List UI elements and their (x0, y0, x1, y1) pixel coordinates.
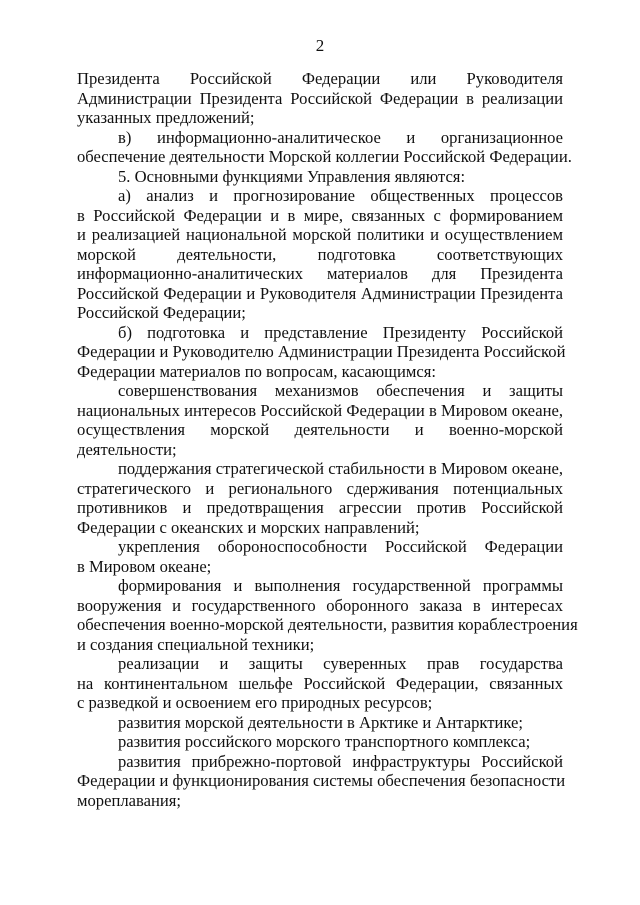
text-line: укрепления обороноспособности Российской Федерации (118, 537, 563, 556)
text-line: совершенствования механизмов обеспечения и защиты (118, 381, 563, 400)
text-line: Президента Российской Федерации или Руководителя (77, 69, 563, 88)
text-line: указанных предложений; (77, 108, 255, 127)
text-line: Российской Федерации и Руководителя Администрации Президента (77, 283, 563, 303)
text-line: формирования и выполнения государственной программы (118, 576, 563, 595)
text-line: Администрации Президента Российской Федерации в реализации (77, 88, 563, 108)
text-line: в Российской Федерации и в мире, связанных с формированием (77, 205, 563, 225)
text-line: Российской Федерации; (77, 303, 246, 322)
page-number: 2 (315, 36, 325, 55)
text-line: обеспечения военно-морской деятельности, развития кораблестроения (77, 615, 578, 634)
text-line: в) информационно-аналитическое и организационное (118, 127, 563, 147)
text-line: обеспечение деятельности Морской коллегии Российской Федерации. (77, 147, 572, 166)
text-line: морской деятельности, подготовка соответствующих (77, 244, 563, 264)
document-body (77, 69, 578, 810)
text-line: реализации и защиты суверенных прав государства (118, 654, 563, 673)
text-line: б) подготовка и представление Президенту Российской (118, 322, 563, 342)
text-line: а) анализ и прогнозирование общественных процессов (118, 186, 563, 205)
text-line: в Мировом океане; (77, 556, 212, 576)
text-line: информационно-аналитических материалов для Президента (77, 264, 563, 283)
text-line: вооружения и государственного оборонного заказа в интересах (77, 595, 563, 615)
text-line: стратегического и регионального сдерживания потенциальных (77, 478, 563, 498)
text-line: мореплавания; (77, 790, 181, 810)
text-line: Федерации и Руководителю Администрации Президента Российской (77, 342, 566, 361)
text-line: осуществления морской деятельности и военно-морской (77, 420, 563, 439)
text-line: Федерации материалов по вопросам, касающимся: (77, 361, 436, 381)
text-line: на континентальном шельфе Российской Федерации, связанных (77, 673, 563, 693)
text-line: и реализацией национальной морской политики и осуществлением (77, 225, 563, 244)
text-line: и создания специальной техники; (77, 634, 315, 654)
text-line: 5. Основными функциями Управления являются: (118, 166, 466, 186)
text-line: Федерации и функционирования системы обеспечения безопасности (77, 771, 566, 790)
text-line: с разведкой и освоением его природных ресурсов; (77, 693, 433, 712)
text-line: национальных интересов Российской Федерации в Мировом океане, (77, 400, 563, 420)
text-line: развития морской деятельности в Арктике и Антарктике; (118, 712, 523, 732)
text-line: противников и предотвращения агрессии против Российской (77, 498, 563, 517)
text-line: поддержания стратегической стабильности в Мировом океане, (118, 459, 563, 478)
text-line: деятельности; (77, 439, 177, 459)
text-line: Федерации с океанских и морских направлений; (77, 517, 420, 537)
text-line: развития прибрежно-портовой инфраструктуры Российской (118, 751, 563, 771)
text-line: развития российского морского транспортного комплекса; (118, 732, 531, 751)
